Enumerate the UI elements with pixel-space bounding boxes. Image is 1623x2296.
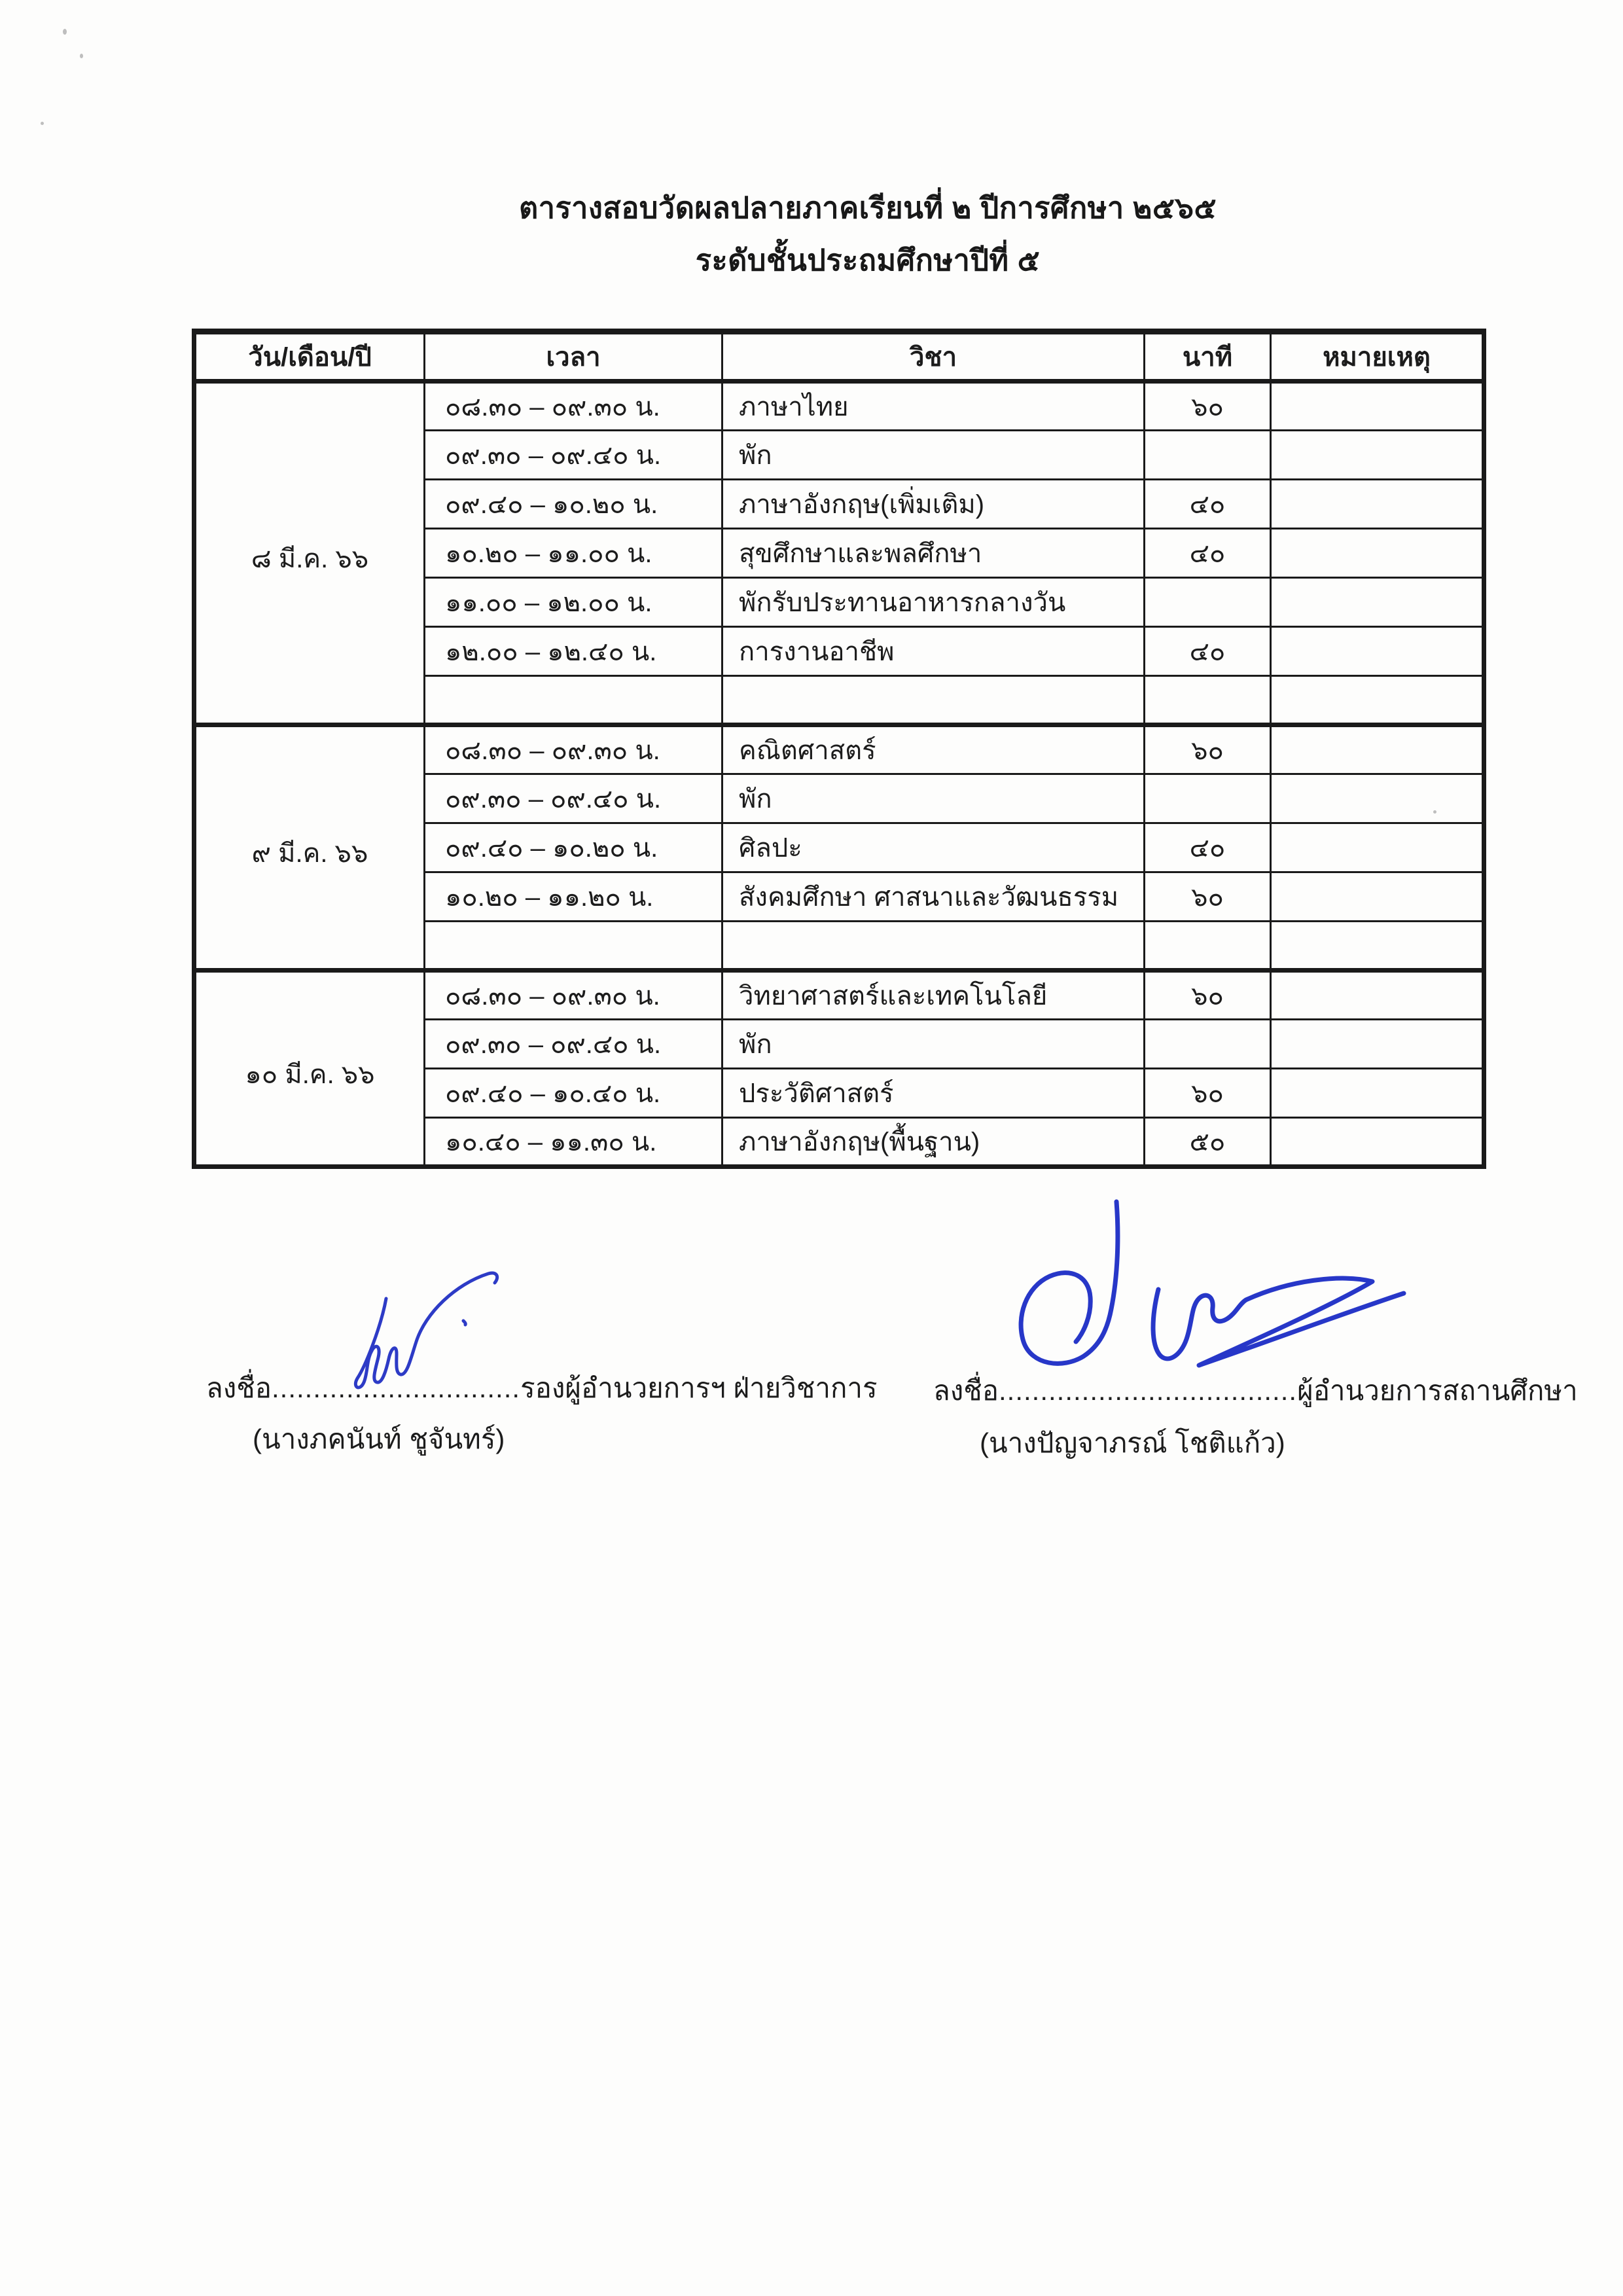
remark-cell — [1271, 872, 1484, 922]
header-remark: หมายเหตุ — [1271, 332, 1484, 382]
subject-cell: ภาษาอังกฤษ(พื้นฐาน) — [722, 1118, 1145, 1167]
remark-cell — [1271, 382, 1484, 431]
time-cell — [425, 676, 722, 725]
remark-cell — [1271, 627, 1484, 676]
header-minutes: นาที — [1145, 332, 1271, 382]
time-cell: ๑๐.๒๐ – ๑๑.๐๐ น. — [425, 529, 722, 578]
time-cell: ๐๘.๓๐ – ๐๙.๓๐ น. — [425, 971, 722, 1020]
schedule-table-body — [194, 382, 1484, 1167]
min-cell: ๖๐ — [1145, 725, 1271, 774]
remark-cell — [1271, 971, 1484, 1020]
subject-cell: พัก — [722, 774, 1145, 823]
sign-prefix-label: ลงชื่อ — [206, 1372, 272, 1403]
min-cell — [1145, 1020, 1271, 1069]
min-cell — [1145, 676, 1271, 725]
remark-cell — [1271, 922, 1484, 971]
document-title-line2: ระดับชั้นประถมศึกษาปีที่ ๕ — [695, 243, 1041, 277]
min-cell: ๕๐ — [1145, 1118, 1271, 1167]
min-cell — [1145, 431, 1271, 480]
subject-cell: ภาษาไทย — [722, 382, 1145, 431]
time-cell: ๐๙.๔๐ – ๑๐.๔๐ น. — [425, 1069, 722, 1118]
director-name-label: (นางปัญจาภรณ์ โชติแก้ว) — [980, 1427, 1285, 1458]
min-cell — [1145, 922, 1271, 971]
header-time: เวลา — [425, 332, 722, 382]
subject-cell: พักรับประทานอาหารกลางวัน — [722, 578, 1145, 627]
time-cell: ๐๙.๔๐ – ๑๐.๒๐ น. — [425, 823, 722, 872]
director-signature — [995, 1178, 1427, 1388]
time-cell: ๐๙.๔๐ – ๑๐.๒๐ น. — [425, 480, 722, 529]
header-subject: วิชา — [722, 332, 1145, 382]
remark-cell — [1271, 823, 1484, 872]
min-cell: ๔๐ — [1145, 627, 1271, 676]
schedule-row — [194, 971, 1484, 1020]
document-title — [0, 182, 1623, 287]
date-cell: ๘ มี.ค. ๖๖ — [194, 382, 425, 725]
min-cell: ๖๐ — [1145, 971, 1271, 1020]
dotted-line: .............................. — [271, 1372, 521, 1403]
subject-cell: ภาษาอังกฤษ(เพิ่มเติม) — [722, 480, 1145, 529]
time-cell: ๑๒.๐๐ – ๑๒.๔๐ น. — [425, 627, 722, 676]
scan-speck — [63, 29, 67, 35]
deputy-name-label: (นางภคนันท์ ชูจันทร์) — [253, 1424, 505, 1454]
remark-cell — [1271, 774, 1484, 823]
subject-cell — [722, 676, 1145, 725]
schedule-row — [194, 382, 1484, 431]
table-header-row — [194, 332, 1484, 382]
scan-speck — [80, 54, 83, 58]
time-cell: ๐๙.๓๐ – ๐๙.๔๐ น. — [425, 431, 722, 480]
subject-cell: พัก — [722, 431, 1145, 480]
document-title-line1: ตารางสอบวัดผลปลายภาคเรียนที่ ๒ ปีการศึกษา ๒๕๖๕ — [518, 191, 1217, 224]
remark-cell — [1271, 578, 1484, 627]
min-cell: ๖๐ — [1145, 872, 1271, 922]
remark-cell — [1271, 529, 1484, 578]
remark-cell — [1271, 431, 1484, 480]
exam-schedule-table — [192, 329, 1486, 1169]
time-cell: ๐๙.๓๐ – ๐๙.๔๐ น. — [425, 1020, 722, 1069]
remark-cell — [1271, 676, 1484, 725]
time-cell: ๑๐.๔๐ – ๑๑.๓๐ น. — [425, 1118, 722, 1167]
subject-cell: วิทยาศาสตร์และเทคโนโลยี — [722, 971, 1145, 1020]
time-cell: ๑๑.๐๐ – ๑๒.๐๐ น. — [425, 578, 722, 627]
time-cell: ๑๐.๒๐ – ๑๑.๒๐ น. — [425, 872, 722, 922]
min-cell: ๖๐ — [1145, 1069, 1271, 1118]
subject-cell: สังคมศึกษา ศาสนาและวัฒนธรรม — [722, 872, 1145, 922]
schedule-row — [194, 725, 1484, 774]
remark-cell — [1271, 1020, 1484, 1069]
director-signature-line — [933, 1369, 1578, 1412]
deputy-role-label: รองผู้อำนวยการฯ ฝ่ายวิชาการ — [520, 1372, 878, 1403]
time-cell: ๐๘.๓๐ – ๐๙.๓๐ น. — [425, 382, 722, 431]
subject-cell: พัก — [722, 1020, 1145, 1069]
scan-speck — [41, 122, 44, 125]
min-cell: ๔๐ — [1145, 529, 1271, 578]
subject-cell — [722, 922, 1145, 971]
remark-cell — [1271, 725, 1484, 774]
subject-cell: ศิลปะ — [722, 823, 1145, 872]
subject-cell: คณิตศาสตร์ — [722, 725, 1145, 774]
director-role-label: ผู้อำนวยการสถานศึกษา — [1297, 1375, 1578, 1406]
dotted-line: .................................... — [998, 1375, 1298, 1406]
date-cell: ๑๐ มี.ค. ๖๖ — [194, 971, 425, 1167]
subject-cell: สุขศึกษาและพลศึกษา — [722, 529, 1145, 578]
time-cell — [425, 922, 722, 971]
deputy-signature-line — [206, 1367, 878, 1410]
remark-cell — [1271, 480, 1484, 529]
min-cell — [1145, 774, 1271, 823]
min-cell: ๖๐ — [1145, 382, 1271, 431]
min-cell: ๔๐ — [1145, 823, 1271, 872]
min-cell — [1145, 578, 1271, 627]
sign-prefix-label: ลงชื่อ — [933, 1375, 999, 1406]
time-cell: ๐๘.๓๐ – ๐๙.๓๐ น. — [425, 725, 722, 774]
subject-cell: การงานอาชีพ — [722, 627, 1145, 676]
remark-cell — [1271, 1118, 1484, 1167]
min-cell: ๔๐ — [1145, 480, 1271, 529]
remark-cell — [1271, 1069, 1484, 1118]
time-cell: ๐๙.๓๐ – ๐๙.๔๐ น. — [425, 774, 722, 823]
date-cell: ๙ มี.ค. ๖๖ — [194, 725, 425, 971]
table-header — [194, 332, 1484, 382]
header-date: วัน/เดือน/ปี — [194, 332, 425, 382]
subject-cell: ประวัติศาสตร์ — [722, 1069, 1145, 1118]
